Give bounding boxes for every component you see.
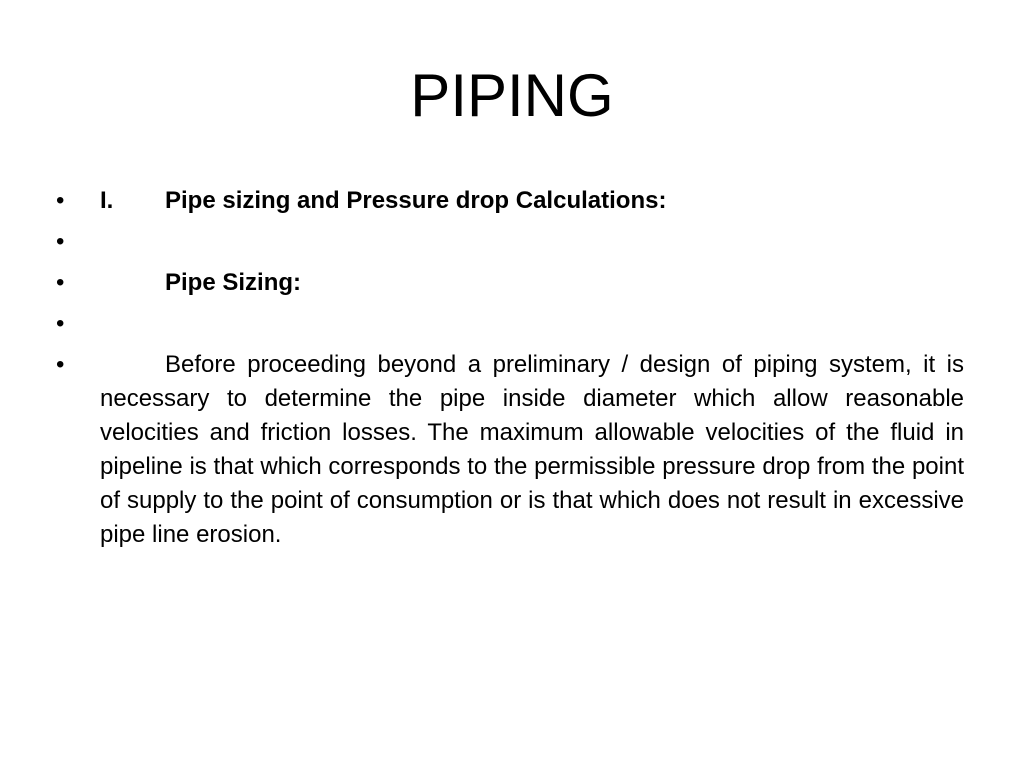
section-number: I. — [100, 187, 114, 214]
section-heading: Pipe sizing and Pressure drop Calculations: — [165, 187, 667, 214]
bullet-icon: • — [56, 269, 65, 296]
bullet-icon: • — [56, 351, 65, 378]
bullet-item-subheading — [56, 266, 964, 300]
bullet-item-paragraph — [56, 348, 964, 552]
body-paragraph: Before proceeding beyond a preliminary / design of piping system, it is necessary to determine the pipe inside diameter which allow reasonable velocities and friction losses. The maximum allowable velocities of the fluid in pipeline is that which corresponds to the permissible pressure drop from the point of supply to the point of consumption or is that which does not result in excessive pipe line erosion. — [100, 351, 964, 548]
bullet-icon: • — [56, 310, 65, 337]
bullet-item-empty-1 — [56, 225, 964, 259]
bullet-item-empty-2 — [56, 307, 964, 341]
slide-title: PIPING — [410, 62, 614, 129]
subheading: Pipe Sizing: — [165, 269, 302, 296]
bullet-icon: • — [56, 187, 65, 214]
bullet-item-heading — [56, 184, 964, 218]
bullet-icon: • — [56, 228, 65, 255]
bullet-list — [56, 184, 964, 559]
